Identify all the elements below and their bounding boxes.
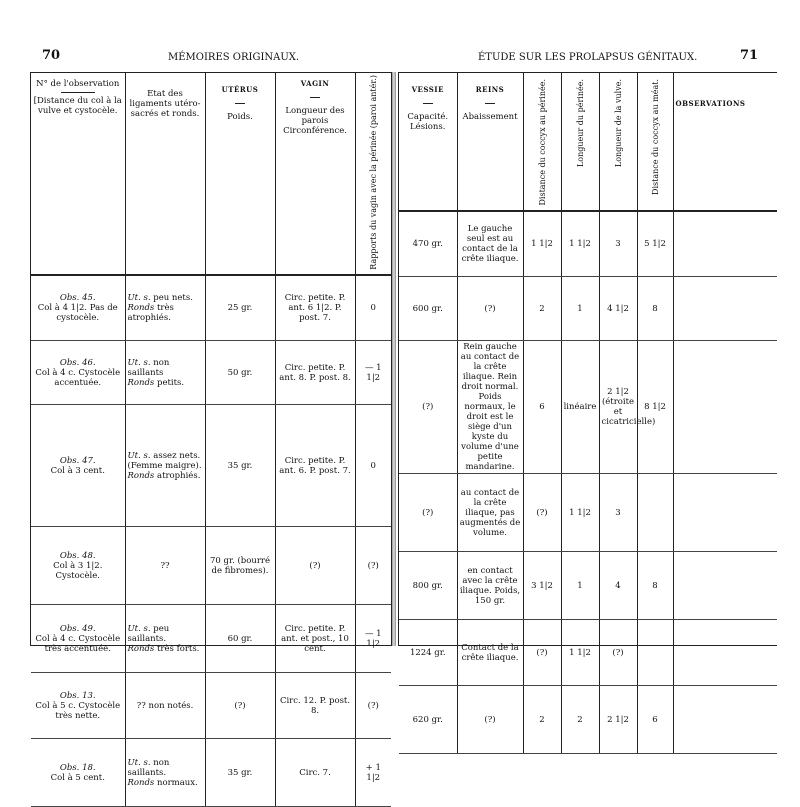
vessie-cell-text: 600 gr.: [412, 303, 443, 314]
meat-cell-text: 8: [652, 303, 658, 314]
vessie-cell: [399, 277, 457, 341]
obs-label: Obs. 13.: [59, 690, 96, 701]
lig-ronds: Ronds: [127, 643, 155, 654]
ligaments-cell: [125, 405, 205, 527]
meat-cell-text: 8 1|2: [644, 402, 666, 412]
perinee-cell: [561, 686, 599, 754]
perinee-cell: [561, 211, 599, 277]
obs-cell: [31, 605, 125, 673]
observations-cell: [673, 277, 777, 341]
table-row: [31, 739, 391, 807]
table-row: [399, 474, 777, 552]
vessie-cell-text: 800 gr.: [412, 580, 443, 591]
lig-ronds-rest: très forts.: [157, 643, 200, 654]
uterus-cell: [205, 605, 275, 673]
vessie-cell-text: 470 gr.: [412, 238, 443, 249]
vagin-cell-text: Circ. petite. P. ant. 6. P. post. 7.: [279, 455, 351, 476]
vagin-cell: [275, 605, 355, 673]
uterus-cell: [205, 341, 275, 405]
reins-cell: [457, 211, 523, 277]
coccyx-cell: [523, 341, 561, 474]
coccyx-cell: [523, 620, 561, 686]
vagin-cell: [275, 405, 355, 527]
vulve-cell-text: 3: [615, 507, 621, 518]
vulve-cell: [599, 277, 637, 341]
obs-cell: [31, 341, 125, 405]
perinee-cell-text: 1 1|2: [569, 647, 591, 658]
observations-cell: [673, 552, 777, 620]
meat-cell: [637, 474, 673, 552]
rapports-cell: [355, 739, 391, 807]
vessie-cell: [399, 620, 457, 686]
perinee-cell-text: 1: [577, 580, 583, 591]
reins-cell-text: Le gauche seul est au contact de la crête iliaque.: [461, 223, 519, 264]
coccyx-cell: [523, 474, 561, 552]
rapports-cell-text: — 1 1|2: [364, 362, 382, 383]
vagin-cell-text: Circ. petite. P. ant. 8. P. post. 8.: [279, 362, 351, 383]
table-row: [31, 405, 391, 527]
reins-cell-text: (?): [484, 303, 496, 314]
obs-desc: Col à 5 c. Cystocèle très nette.: [35, 700, 121, 721]
obs-label: Obs. 18.: [59, 762, 96, 773]
uterus-cell: [205, 527, 275, 605]
left-page-table: [30, 72, 392, 788]
header-dash: [423, 103, 433, 104]
col-coccyx-meat: Distance du coccyx au méat.: [637, 73, 673, 211]
left-page-number: 70: [42, 48, 61, 63]
reins-cell: [457, 341, 523, 474]
coccyx-cell-text: 6: [539, 402, 545, 412]
reins-cell-text: (?): [484, 714, 496, 725]
vagin-cell-text: Circ. petite. P. ant. et post., 10 cent.: [281, 623, 349, 654]
rapports-cell: [355, 341, 391, 405]
perinee-cell: [561, 277, 599, 341]
lig-rest: non saillants: [127, 357, 170, 378]
meat-cell: [637, 211, 673, 277]
header-dash: [485, 103, 495, 104]
col-observations: OBSERVATIONS: [673, 73, 777, 211]
rapports-cell: [355, 275, 391, 341]
rapports-cell: [355, 405, 391, 527]
perinee-cell-text: linéaire: [563, 402, 597, 412]
uterus-cell-text: (?): [234, 700, 246, 711]
perinee-cell: [561, 341, 599, 474]
uterus-cell: [205, 275, 275, 341]
lig-rest: assez nets. (Femme maigre).: [127, 450, 202, 471]
rapports-cell-text: (?): [367, 560, 379, 571]
vessie-cell: [399, 211, 457, 277]
ligaments-cell: [125, 673, 205, 739]
perinee-cell: [561, 552, 599, 620]
meat-cell: [637, 341, 673, 474]
vulve-cell: [599, 552, 637, 620]
vagin-cell-text: Circ. petite. P. ant. 6 1|2. P. post. 7.: [284, 293, 346, 324]
vagin-cell: [275, 341, 355, 405]
col-reins: REINS Abaissement: [457, 73, 523, 211]
reins-cell-text: Contact de la crête iliaque.: [461, 642, 519, 663]
table-row: [399, 277, 777, 341]
col-ligaments: Etat des ligaments utéro-sacrés et ronds.: [125, 73, 205, 275]
rapports-cell: [355, 527, 391, 605]
vulve-cell: [599, 620, 637, 686]
lig-ronds-rest: petits.: [157, 377, 185, 388]
lig-abbr: Ut. s.: [127, 450, 151, 461]
vessie-cell: [399, 552, 457, 620]
rapports-cell: [355, 605, 391, 673]
observations-cell: [673, 686, 777, 754]
meat-cell-text: 8: [652, 580, 658, 591]
perinee-cell-text: 2: [577, 714, 583, 725]
lig-abbr: Ut. s.: [127, 623, 151, 634]
uterus-cell-text: 70 gr. (bourré de fibromes).: [210, 555, 270, 576]
lig-rest: peu nets.: [153, 293, 193, 304]
obs-cell: [31, 405, 125, 527]
coccyx-cell-text: 2: [539, 303, 545, 314]
obs-desc: Col à 4 c. Cystocèle très accentuée.: [35, 633, 121, 654]
observations-cell: [673, 211, 777, 277]
vessie-cell: [399, 686, 457, 754]
header-dash: [61, 92, 95, 93]
vulve-cell-text: 3: [615, 238, 621, 249]
ligaments-cell: [125, 527, 205, 605]
obs-cell: [31, 527, 125, 605]
col-vagin: VAGIN Longueur des parois Circonférence.: [275, 73, 355, 275]
meat-cell: [637, 552, 673, 620]
obs-label: Obs. 49.: [59, 623, 96, 634]
ligaments-cell: [125, 739, 205, 807]
lig-ronds: Ronds: [127, 303, 155, 314]
rapports-cell-text: 0: [370, 460, 376, 471]
col-longueur-perinee: Longueur du périnée.: [561, 73, 599, 211]
col-rapports: Rapports du vagin avec la périnée (paroi antér.): [355, 73, 391, 275]
obs-label: Obs. 46.: [59, 357, 96, 368]
lig-abbr: Ut. s.: [127, 357, 151, 368]
rapports-cell-text: 0: [370, 303, 376, 314]
vagin-cell-text: Circ. 7.: [299, 767, 331, 778]
lig-rest: ?? non notés.: [136, 700, 194, 711]
obs-cell: [31, 739, 125, 807]
ligaments-cell: [125, 605, 205, 673]
table-row: [31, 605, 391, 673]
col-coccyx-perinee: Distance du coccyx au périnée.: [523, 73, 561, 211]
table-row: [31, 275, 391, 341]
reins-cell-text: Rein gauche au contact de la crête iliaque. Rein droit normal. Poids normaux, le droit est le siège d'un kyste du volume d'une petite mandarine.: [460, 342, 520, 472]
vulve-cell: [599, 211, 637, 277]
coccyx-cell-text: (?): [536, 507, 548, 518]
obs-desc: Col à 4 c. Cystocèle accentuée.: [35, 367, 121, 388]
coccyx-cell-text: (?): [536, 647, 548, 658]
col-observation: [31, 73, 125, 275]
vagin-cell-text: (?): [309, 560, 321, 571]
table-row: [399, 620, 777, 686]
vagin-cell: [275, 739, 355, 807]
table-row: [399, 552, 777, 620]
rapports-cell-text: + 1 1|2: [365, 762, 381, 783]
table-row: [31, 341, 391, 405]
vessie-cell-text: 620 gr.: [412, 714, 443, 725]
obs-desc: Col à 4 1|2. Pas de cystocèle.: [37, 303, 118, 324]
uterus-cell: [205, 739, 275, 807]
uterus-cell: [205, 405, 275, 527]
book-fold: [392, 72, 396, 646]
lig-rest: peu saillants.: [127, 623, 170, 644]
obs-desc: Col à 5 cent.: [50, 772, 105, 783]
ligaments-cell: [125, 275, 205, 341]
vagin-cell-text: Circ. 12. P. post. 8.: [279, 695, 351, 716]
table-row: [31, 527, 391, 605]
uterus-cell-text: 50 gr.: [227, 367, 253, 378]
vessie-cell-text: (?): [422, 402, 434, 412]
reins-cell: [457, 277, 523, 341]
reins-cell-text: au contact de la crête iliaque, pas augmentés de volume.: [459, 487, 521, 538]
rapports-cell-text: (?): [367, 700, 379, 711]
vulve-cell-text: 2 1|2 (étroite et cicatricielle): [601, 387, 656, 427]
meat-cell-text: 5 1|2: [644, 238, 666, 249]
obs-cell: [31, 673, 125, 739]
obs-label: Obs. 47.: [59, 455, 96, 466]
lig-ronds: Ronds: [127, 377, 155, 388]
vulve-cell: [599, 474, 637, 552]
uterus-cell-text: 25 gr.: [227, 303, 253, 314]
vulve-cell-text: 4: [615, 580, 621, 591]
lig-abbr: Ut. s.: [127, 757, 151, 768]
meat-cell: [637, 277, 673, 341]
vessie-cell-text: (?): [422, 507, 434, 518]
right-page-table: [398, 72, 777, 725]
lig-ronds-rest: normaux.: [157, 777, 198, 788]
obs-cell: [31, 275, 125, 341]
vessie-cell: [399, 341, 457, 474]
rapports-cell-text: — 1 1|2: [364, 628, 382, 649]
perinee-cell-text: 1: [577, 303, 583, 314]
perinee-cell-text: 1 1|2: [569, 238, 591, 249]
reins-cell: [457, 620, 523, 686]
vagin-cell: [275, 673, 355, 739]
meat-cell-text: 6: [652, 714, 658, 725]
vessie-cell: [399, 474, 457, 552]
lig-rest: ??: [160, 560, 170, 571]
obs-desc: Col à 3 1|2. Cystocèle.: [53, 560, 103, 581]
vulve-cell: [599, 686, 637, 754]
vulve-cell-text: 2 1|2: [607, 714, 629, 725]
reins-cell: [457, 686, 523, 754]
ligaments-cell: [125, 341, 205, 405]
obs-label: Obs. 48.: [59, 550, 96, 561]
right-page-number: 71: [740, 48, 759, 63]
right-running-title: ÉTUDE SUR LES PROLAPSUS GÉNITAUX.: [478, 52, 698, 63]
lig-ronds-rest: atrophiés.: [157, 470, 201, 481]
uterus-cell: [205, 673, 275, 739]
lig-ronds: Ronds: [127, 777, 155, 788]
vulve-cell-text: (?): [612, 647, 624, 658]
col-uterus: UTÉRUS Poids.: [205, 73, 275, 275]
reins-cell: [457, 552, 523, 620]
header-dash: [235, 103, 245, 104]
observations-cell: [673, 341, 777, 474]
left-running-title: MÉMOIRES ORIGINAUX.: [168, 52, 300, 63]
lig-abbr: Ut. s.: [127, 293, 151, 304]
table-row: [31, 673, 391, 739]
coccyx-cell: [523, 211, 561, 277]
col-longueur-vulve: Longueur de la vulve.: [599, 73, 637, 211]
vagin-cell: [275, 527, 355, 605]
uterus-cell-text: 35 gr.: [227, 460, 253, 471]
coccyx-cell-text: 1 1|2: [531, 238, 553, 249]
meat-cell: [637, 686, 673, 754]
lig-ronds-rest: très atrophiés.: [127, 303, 174, 324]
perinee-cell: [561, 620, 599, 686]
coccyx-cell: [523, 686, 561, 754]
coccyx-cell-text: 2: [539, 714, 545, 725]
vulve-cell-text: 4 1|2: [607, 303, 629, 314]
vagin-cell: [275, 275, 355, 341]
table-row: [399, 686, 777, 754]
reins-cell: [457, 474, 523, 552]
col-observation-title: N° de l'observation: [36, 79, 120, 89]
col-observation-sub: [Distance du col à la vulve et cystocèle.: [33, 96, 122, 116]
rapports-cell: [355, 673, 391, 739]
table-row: [399, 341, 777, 474]
perinee-cell-text: 1 1|2: [569, 507, 591, 518]
header-dash: [310, 97, 320, 98]
obs-label: Obs. 45.: [59, 293, 96, 304]
lig-ronds: Ronds: [127, 470, 155, 481]
col-vessie: VESSIE Capacité. Lésions.: [399, 73, 457, 211]
obs-desc: Col à 3 cent.: [50, 465, 105, 476]
perinee-cell: [561, 474, 599, 552]
observations-cell: [673, 620, 777, 686]
coccyx-cell: [523, 552, 561, 620]
coccyx-cell: [523, 277, 561, 341]
vessie-cell-text: 1224 gr.: [409, 647, 446, 658]
observations-cell: [673, 474, 777, 552]
meat-cell: [637, 620, 673, 686]
reins-cell-text: en contact avec la crête iliaque. Poids, 150 gr.: [459, 565, 521, 606]
uterus-cell-text: 35 gr.: [227, 767, 253, 778]
coccyx-cell-text: 3 1|2: [531, 580, 553, 591]
lig-rest: non saillants.: [127, 757, 170, 778]
table-row: [399, 211, 777, 277]
uterus-cell-text: 60 gr.: [227, 633, 253, 644]
